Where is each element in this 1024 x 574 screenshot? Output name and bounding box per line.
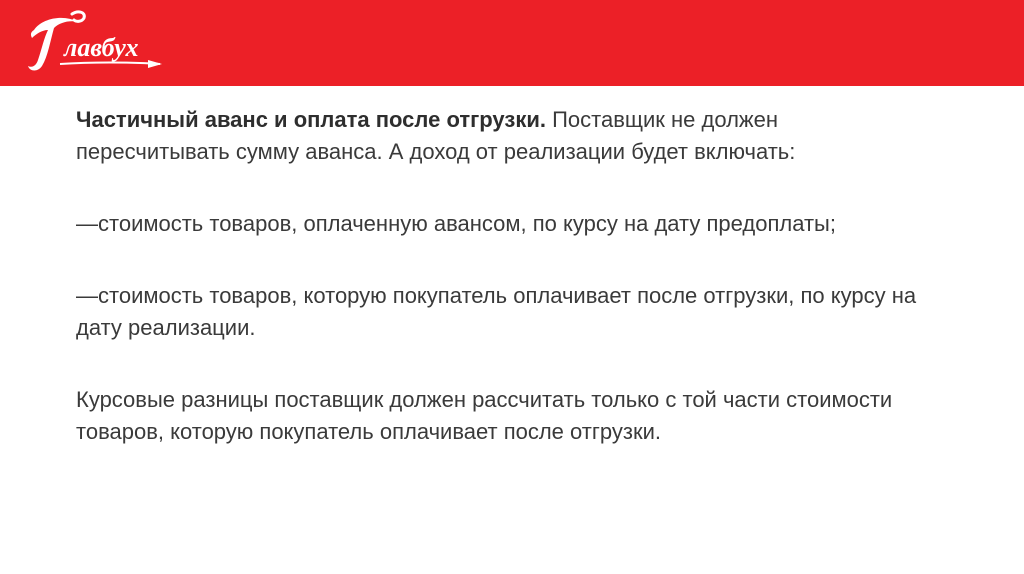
intro-paragraph [76, 104, 936, 168]
slide-content [76, 104, 936, 488]
svg-text:лавбух: лавбух [64, 33, 139, 62]
glavbukh-logo-icon [20, 8, 170, 78]
list-item-after-shipment: —стоимость товаров, которую покупатель оплачивает после отгрузки, по курсу на дату реализации. [76, 283, 917, 340]
intro-text: Поставщик не должен пересчитывать сумму аванса. А доход от реализации будет включать: [76, 107, 796, 164]
glavbukh-logo [20, 8, 170, 78]
intro-lead: Частичный аванс и оплата после отгрузки. [76, 107, 546, 132]
conclusion-paragraph: Курсовые разницы поставщик должен рассчитать только с той части стоимости товаров, которую покупатель оплачивает после отгрузки. [76, 387, 893, 444]
list-item-advance: —стоимость товаров, оплаченную авансом, по курсу на дату предоплаты; [76, 211, 836, 236]
header-band [0, 0, 1024, 86]
